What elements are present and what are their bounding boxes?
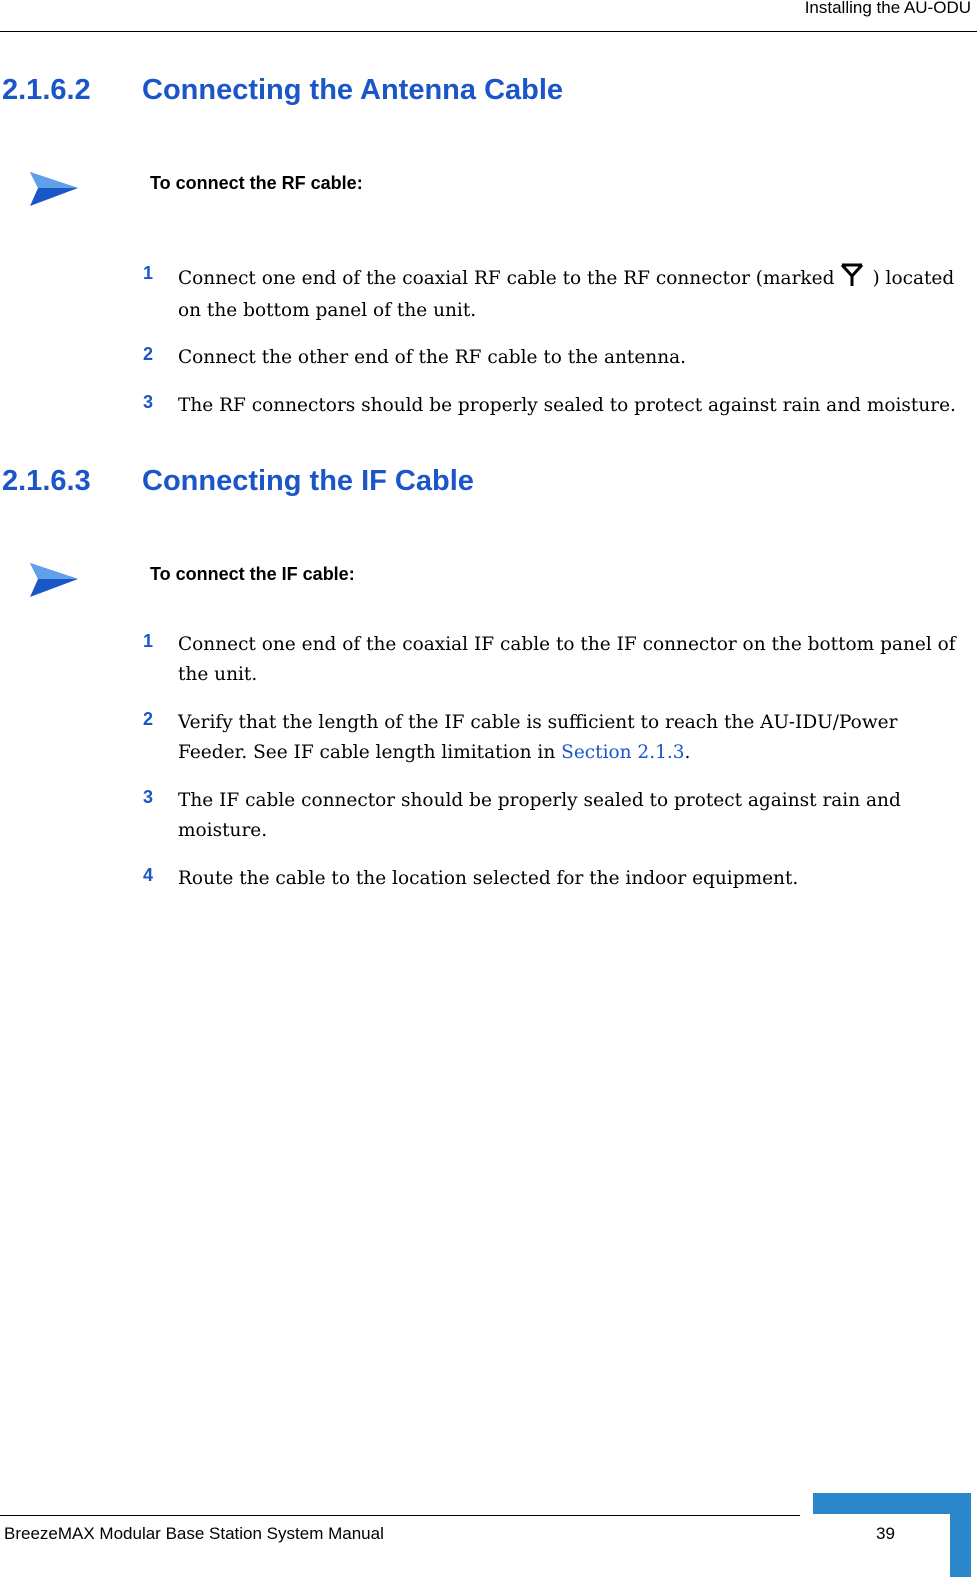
list-item: [0, 630, 977, 690]
step-text: [178, 708, 957, 768]
footer-tab: [813, 1493, 971, 1514]
antenna-connector-icon: [840, 262, 864, 296]
step-text: The IF cable connector should be properly sealed to protect against rain and moisture.: [178, 790, 901, 841]
step-text-part: Connect one end of the coaxial RF cable to the RF connector (marked: [178, 268, 835, 289]
running-header: Installing the AU-ODU: [804, 0, 971, 17]
step-text: Connect one end of the coaxial IF cable to the IF connector on the bottom panel of the unit.: [178, 634, 956, 685]
footer-tab-side: [950, 1514, 971, 1577]
section-title: Connecting the IF Cable: [142, 465, 474, 497]
procedure-label: To connect the RF cable:: [150, 173, 363, 193]
step-text-part: .: [684, 742, 691, 763]
list-item: [0, 343, 977, 373]
section-title: Connecting the Antenna Cable: [142, 74, 564, 106]
list-item: [0, 262, 977, 326]
step-text: Connect the other end of the RF cable to the antenna.: [178, 347, 687, 368]
section-number: 2.1.6.3: [2, 465, 91, 497]
steps-rf-cable: [0, 262, 977, 421]
procedure-arrow-icon: [28, 561, 80, 599]
step-text: The RF connectors should be properly sealed to protect against rain and moisture.: [178, 395, 956, 416]
list-item: [0, 786, 977, 846]
list-item: [0, 864, 977, 894]
footer-rule: [0, 1515, 800, 1516]
procedure-rf-cable: [28, 170, 628, 210]
steps-if-cable: [0, 630, 977, 894]
section-link[interactable]: Section 2.1.3: [561, 742, 685, 763]
step-number: 3: [143, 787, 154, 807]
section-heading-if-cable: [2, 465, 474, 498]
step-number: 2: [143, 709, 154, 729]
step-number: 3: [143, 392, 154, 412]
step-number: 1: [143, 631, 154, 651]
step-text-part: Verify that the length of the IF cable is sufficient to reach the AU-IDU/Power Feeder. See IF cable length limitation in: [178, 712, 898, 763]
step-number: 2: [143, 344, 154, 364]
section-heading-antenna-cable: [2, 74, 563, 107]
procedure-label: To connect the IF cable:: [150, 564, 355, 584]
list-item: [0, 391, 977, 421]
step-text: Route the cable to the location selected for the indoor equipment.: [178, 868, 799, 889]
list-item: [0, 708, 977, 768]
step-number: 1: [143, 263, 154, 283]
footer-manual-title: BreezeMAX Modular Base Station System Manual: [4, 1524, 384, 1543]
step-number: 4: [143, 865, 154, 885]
procedure-arrow-icon: [28, 170, 80, 208]
step-text: [178, 262, 957, 326]
step-text-part: ) located on the bottom panel of the unit.: [178, 268, 955, 321]
header-rule: [0, 31, 977, 32]
page-number: 39: [876, 1524, 895, 1543]
section-number: 2.1.6.2: [2, 74, 91, 106]
procedure-if-cable: [28, 561, 628, 601]
